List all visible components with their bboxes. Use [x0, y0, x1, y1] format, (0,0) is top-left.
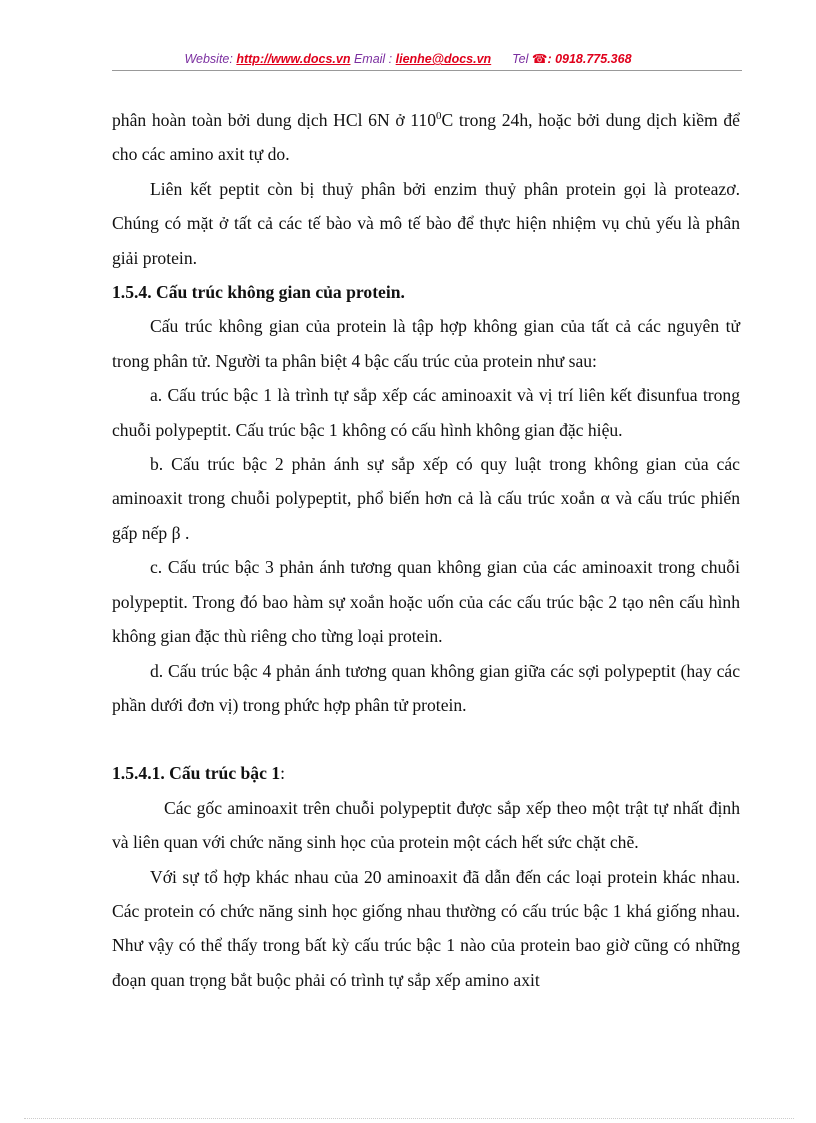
paragraph-2: Liên kết peptit còn bị thuỷ phân bởi enzim thuỷ phân protein gọi là proteazơ. Chúng có mặt ở tất cả các tế bào và mô tế bào để thực hiện nhiệm vụ chủ yếu là phân giải protein. — [112, 178, 740, 268]
paragraph-5: b. Cấu trúc bậc 2 phản ánh sự sắp xếp có quy luật trong không gian của các aminoaxit trong chuỗi polypeptit, phổ biến hơn cả là cấu trúc xoắn α và cấu trúc phiến gấp nếp β . — [112, 454, 740, 543]
paragraph-3: Cấu trúc không gian của protein là tập hợp không gian của tất cả các nguyên tử trong phân tử. Người ta phân biệt 4 bậc cấu trúc của protein như sau: — [112, 316, 740, 371]
website-link[interactable]: http://www.docs.vn — [236, 52, 351, 66]
paragraph-1: phân hoàn toàn bởi dung dịch HCl 6N ở $110^0C$ trong 24h, hoặc bởi dung dịch kiềm để cho các amino axit tự do. — [112, 110, 740, 165]
paragraph-7: d. Cấu trúc bậc 4 phản ánh tương quan không gian giữa các sợi polypeptit (hay các phần dưới đơn vị) trong phức hợp phân tử protein. — [112, 660, 740, 715]
document-body — [112, 103, 740, 997]
section-heading-1-5-4: 1.5.4. Cấu trúc không gian của protein. — [112, 282, 405, 303]
tel-number: : 0918.775.368 — [547, 52, 632, 66]
header-divider — [112, 70, 742, 71]
email-link[interactable]: lienhe@docs.vn — [395, 52, 492, 66]
paragraph-8: Các gốc aminoaxit trên chuỗi polypeptit được sắp xếp theo một trật tự nhất định và liên quan với chức năng sinh học của protein một cách hết sức chặt chẽ. — [112, 797, 740, 853]
phone-icon: ☎ — [531, 52, 548, 66]
email-label: Email : — [353, 52, 393, 66]
section-heading-1-5-4-1: 1.5.4.1. Cấu trúc bậc 1: — [112, 763, 286, 784]
paragraph-4: a. Cấu trúc bậc 1 là trình tự sắp xếp các aminoaxit và vị trí liên kết đisunfua trong chuỗi polypeptit. Cấu trúc bậc 1 không có cấu hình không gian đặc hiệu. — [112, 385, 740, 440]
tel-label: Tel — [512, 52, 529, 66]
website-label: Website: — [184, 52, 233, 66]
page-bottom-border — [24, 1118, 794, 1119]
paragraph-9: Với sự tổ hợp khác nhau của 20 aminoaxit đã dẫn đến các loại protein khác nhau. Các protein có chức năng sinh học giống nhau thường có cấu trúc bậc 1 khá giống nhau. Như vậy có thể thấy trong bất kỳ cấu trúc bậc 1 nào của protein bao giờ cũng có những đoạn quan trọng bắt buộc phải có trình tự sắp xếp amino axit — [112, 866, 740, 990]
page-header — [0, 51, 816, 66]
paragraph-6: c. Cấu trúc bậc 3 phản ánh tương quan không gian của các aminoaxit trong chuỗi polypeptit. Trong đó bao hàm sự xoắn hoặc uốn của các cấu trúc bậc 2 tạo nên cấu hình không gian đặc thù riêng cho từng loại protein. — [112, 557, 740, 647]
